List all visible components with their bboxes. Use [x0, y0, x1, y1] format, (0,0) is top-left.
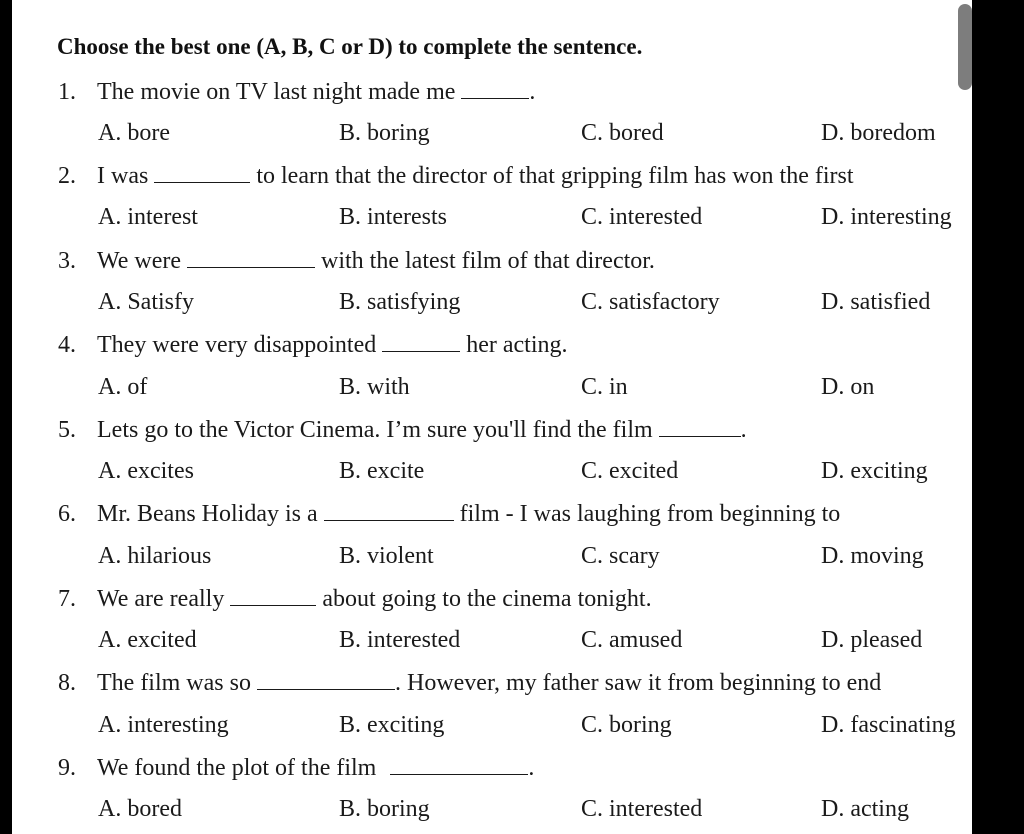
question-text: I was to learn that the director of that gripping film has won the first — [97, 163, 854, 189]
question-3 — [12, 248, 972, 280]
question-number: 9. — [58, 755, 76, 781]
option-d[interactable]: D. pleased — [821, 627, 923, 653]
option-d[interactable]: D. exciting — [821, 458, 928, 484]
option-a[interactable]: A. excites — [98, 458, 194, 484]
question-number: 8. — [58, 670, 76, 696]
question-9 — [12, 755, 972, 787]
options-row-6 — [12, 543, 972, 575]
question-8 — [12, 670, 972, 702]
question-text: We found the plot of the film . — [97, 755, 535, 781]
question-number: 3. — [58, 248, 76, 274]
answer-blank — [257, 671, 395, 690]
options-row-5 — [12, 458, 972, 490]
scrollbar-thumb[interactable] — [958, 4, 972, 90]
option-c[interactable]: C. in — [581, 374, 628, 400]
option-b[interactable]: B. with — [339, 374, 410, 400]
option-a[interactable]: A. interest — [98, 204, 198, 230]
option-a[interactable]: A. Satisfy — [98, 289, 194, 315]
question-text: Mr. Beans Holiday is a film - I was laughing from beginning to — [97, 501, 841, 527]
option-d[interactable]: D. boredom — [821, 120, 936, 146]
question-1 — [12, 79, 972, 111]
instruction-heading: Choose the best one (A, B, C or D) to complete the sentence. — [57, 34, 643, 59]
question-text: The movie on TV last night made me . — [97, 79, 536, 105]
question-6 — [12, 501, 972, 533]
answer-blank — [382, 333, 460, 352]
option-d[interactable]: D. on — [821, 374, 875, 400]
question-text: We are really about going to the cinema tonight. — [97, 586, 652, 612]
option-d[interactable]: D. interesting — [821, 204, 952, 230]
question-5 — [12, 417, 972, 449]
option-a[interactable]: A. hilarious — [98, 543, 212, 569]
option-c[interactable]: C. boring — [581, 712, 672, 738]
option-d[interactable]: D. fascinating — [821, 712, 956, 738]
answer-blank — [187, 249, 315, 268]
options-row-7 — [12, 627, 972, 659]
option-c[interactable]: C. interested — [581, 796, 703, 822]
answer-blank — [154, 164, 250, 183]
options-row-3 — [12, 289, 972, 321]
option-d[interactable]: D. acting — [821, 796, 909, 822]
question-2 — [12, 163, 972, 195]
option-c[interactable]: C. amused — [581, 627, 683, 653]
option-b[interactable]: B. violent — [339, 543, 434, 569]
answer-blank — [461, 80, 529, 99]
answer-blank — [324, 502, 454, 521]
question-4 — [12, 332, 972, 364]
question-text: The film was so . However, my father saw it from beginning to end — [97, 670, 882, 696]
option-d[interactable]: D. satisfied — [821, 289, 931, 315]
option-a[interactable]: A. bore — [98, 120, 170, 146]
options-row-1 — [12, 120, 972, 152]
question-text: They were very disappointed her acting. — [97, 332, 568, 358]
question-number: 2. — [58, 163, 76, 189]
option-a[interactable]: A. excited — [98, 627, 197, 653]
answer-blank — [390, 756, 528, 775]
options-row-2 — [12, 204, 972, 236]
option-a[interactable]: A. interesting — [98, 712, 229, 738]
options-row-8 — [12, 712, 972, 744]
option-b[interactable]: B. exciting — [339, 712, 445, 738]
option-c[interactable]: C. scary — [581, 543, 660, 569]
question-text: Lets go to the Victor Cinema. I’m sure you'll find the film . — [97, 417, 747, 443]
option-b[interactable]: B. interested — [339, 627, 461, 653]
question-7 — [12, 586, 972, 618]
question-number: 6. — [58, 501, 76, 527]
option-b[interactable]: B. interests — [339, 204, 447, 230]
question-number: 7. — [58, 586, 76, 612]
option-b[interactable]: B. boring — [339, 796, 430, 822]
question-number: 4. — [58, 332, 76, 358]
option-a[interactable]: A. of — [98, 374, 148, 400]
option-c[interactable]: C. bored — [581, 120, 664, 146]
option-c[interactable]: C. satisfactory — [581, 289, 720, 315]
option-d[interactable]: D. moving — [821, 543, 924, 569]
question-number: 1. — [58, 79, 76, 105]
option-b[interactable]: B. satisfying — [339, 289, 461, 315]
answer-blank — [659, 418, 741, 437]
option-c[interactable]: C. excited — [581, 458, 679, 484]
options-row-9 — [12, 796, 972, 828]
worksheet-page — [12, 0, 972, 834]
question-number: 5. — [58, 417, 76, 443]
option-c[interactable]: C. interested — [581, 204, 703, 230]
answer-blank — [230, 587, 316, 606]
options-row-4 — [12, 374, 972, 406]
option-a[interactable]: A. bored — [98, 796, 182, 822]
option-b[interactable]: B. boring — [339, 120, 430, 146]
question-text: We were with the latest film of that director. — [97, 248, 655, 274]
option-b[interactable]: B. excite — [339, 458, 425, 484]
